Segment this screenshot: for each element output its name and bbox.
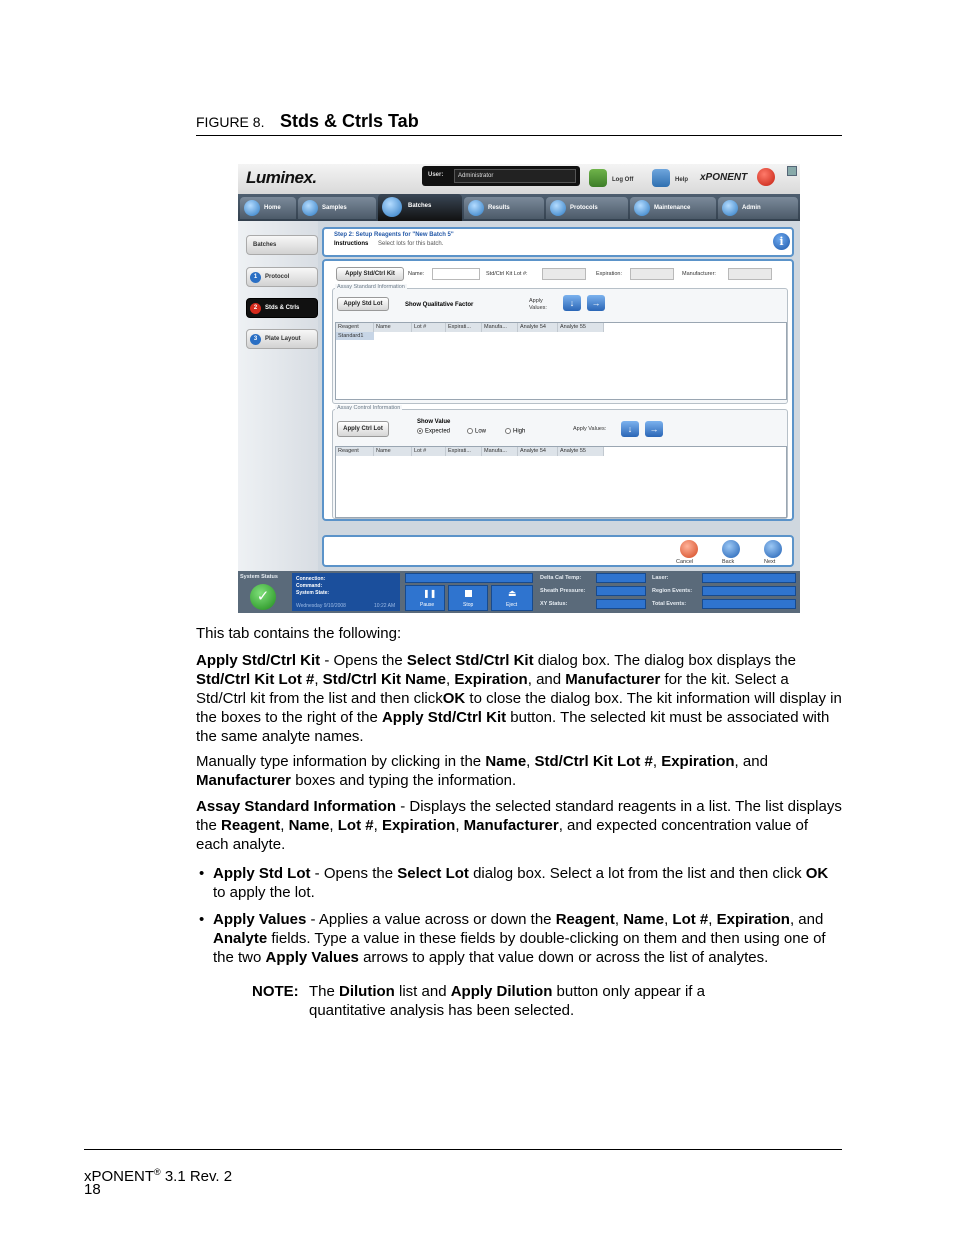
tab-maintenance[interactable]: Maintenance [630, 197, 716, 219]
laser-value [702, 573, 796, 583]
check-icon: ✓ [250, 584, 276, 610]
apply-values-label-b: Values: [529, 305, 547, 311]
expiration-field[interactable] [630, 268, 674, 280]
batches-icon [382, 197, 402, 217]
stop-icon [465, 590, 472, 597]
logoff-icon[interactable] [589, 169, 607, 187]
bullet-text: Apply Std Lot - Opens the Select Lot dialog box. Select a lot from the list and then click OK to apply the lot. [213, 865, 829, 901]
instructions-text: Select lots for this batch. [378, 241, 444, 247]
home-icon [244, 200, 260, 216]
apply-right-arrow-icon[interactable]: → [587, 295, 605, 311]
figure-caption [196, 111, 842, 136]
main-nav [238, 194, 800, 221]
control-grid-header: Reagent Name Lot # Expirati... Manufa... Analyte 54 Analyte 55 [336, 447, 604, 456]
total-events-label: Total Events: [652, 601, 687, 607]
xy-status-label: XY Status: [540, 601, 568, 607]
note-block [252, 982, 842, 1022]
apply-values-label: Apply Values: [573, 426, 607, 432]
kit-lot-label: Std/Ctrl Kit Lot #: [486, 271, 528, 277]
assay-standard-group [332, 284, 788, 404]
control-grid[interactable] [335, 446, 787, 518]
apply-ctrl-lot-button[interactable]: Apply Ctrl Lot [337, 421, 389, 437]
step-title: Step 2: Setup Reagents for "New Batch 5" [334, 232, 454, 238]
page-number: 18 [84, 1181, 101, 1198]
maintenance-icon [634, 200, 650, 216]
sidebar-batches[interactable]: Batches [246, 235, 318, 255]
figure-number: FIGURE 8. [196, 114, 265, 130]
region-events-label: Region Events: [652, 588, 693, 594]
expiration-label: Expiration: [596, 271, 622, 277]
std-group-title: Assay Standard Information [337, 284, 405, 290]
xponent-logo: xPONENT [700, 172, 748, 183]
help-icon[interactable] [652, 169, 670, 187]
name-field[interactable] [432, 268, 480, 280]
tab-samples[interactable]: Samples [298, 197, 376, 219]
eject-icon: ⏏ [508, 588, 517, 598]
show-value-label: Show Value [417, 419, 451, 425]
user-box [422, 166, 580, 186]
user-value: Administrator [454, 169, 576, 183]
radio-low-icon [467, 428, 473, 434]
step-header [322, 227, 794, 257]
minimize-button[interactable] [787, 166, 797, 176]
radio-expected-icon [417, 428, 423, 434]
pause-icon: ❚❚ [423, 589, 437, 598]
total-events-value [702, 599, 796, 609]
tab-admin[interactable]: Admin [718, 197, 798, 219]
apply-values-label-a: Apply [529, 298, 543, 304]
main-area [318, 221, 800, 571]
eject-button[interactable]: Eject ⏏ [491, 585, 533, 611]
user-label: User: [428, 172, 444, 178]
table-row[interactable]: Standard1 [336, 332, 374, 340]
bullet-marker: • [199, 911, 205, 928]
standard-grid[interactable] [335, 322, 787, 400]
assay-control-group [332, 405, 788, 519]
apply-kit-paragraph: Apply Std/Ctrl Kit - Opens the Select Std/Ctrl Kit dialog box. The dialog box displays the Std/Ctrl Kit Lot #, Std/Ctrl Kit Name, Expiration, and Manufacturer for the kit. Select a Std/Ctrl kit from the list and then clickOK to close the dialog box. The kit information will display in the boxes to the right of the Apply Std/Ctrl Kit button. The selected kit must be associated with the same analyte names. [196, 652, 842, 745]
results-icon [468, 200, 484, 216]
pause-button[interactable]: Pause ❚❚ [405, 585, 445, 611]
admin-icon [722, 200, 738, 216]
status-bar [238, 571, 800, 613]
apply-down-arrow-icon[interactable]: ↓ [563, 295, 581, 311]
bullet-text: Apply Values - Applies a value across or down the Reagent, Name, Lot #, Expiration, and Analyte fields. Type a value in these fields by double-clicking on them and then using one of the two Apply Values arrows to apply that value down or across the list of analytes. [213, 911, 826, 966]
title-bar [238, 164, 800, 194]
xponent-screenshot [238, 164, 800, 613]
show-qualitative-factor-label: Show Qualitative Factor [405, 302, 474, 308]
note-label: NOTE: [252, 983, 299, 1000]
sidebar [238, 221, 318, 571]
status-info: Connection: Command: System State: Wednesday 9/10/2008 10:22 AM [292, 573, 400, 611]
next-button[interactable]: Next [764, 559, 776, 565]
note-text: The Dilution list and Apply Dilution button only appear if a quantitative analysis has been selected. [309, 983, 705, 1019]
system-status-label: System Status [240, 574, 278, 580]
apply-std-ctrl-kit-button[interactable]: Apply Std/Ctrl Kit [336, 267, 404, 281]
help-button[interactable]: Help [675, 177, 689, 183]
tab-protocols[interactable]: Protocols [546, 197, 628, 219]
manufacturer-label: Manufacturer: [682, 271, 716, 277]
region-events-value [702, 586, 796, 596]
sheath-value [596, 586, 646, 596]
delta-cal-label: Delta Cal Temp: [540, 575, 582, 581]
figure-title: Stds & Ctrls Tab [280, 111, 419, 131]
radio-high[interactable]: High [505, 428, 525, 435]
back-button[interactable]: Back [722, 559, 735, 565]
radio-low[interactable]: Low [467, 428, 486, 435]
sidebar-item-plate-layout[interactable]: 3 Plate Layout [246, 329, 318, 349]
delta-cal-value [596, 573, 646, 583]
sidebar-item-stds-ctrls[interactable]: 2 Stds & Ctrls [246, 298, 318, 318]
footer-product: xPONENT® 3.1 Rev. 2 [84, 1167, 233, 1185]
assay-standard-paragraph: Assay Standard Information - Displays the selected standard reagents in a list. The list displays the Reagent, Name, Lot #, Expiration, Manufacturer, and expected concentration value of each analyte. [196, 798, 842, 853]
apply-std-lot-button[interactable]: Apply Std Lot [337, 297, 389, 311]
instructions-label: Instructions [334, 241, 369, 247]
manufacturer-field[interactable] [728, 268, 772, 280]
bullet-apply-values [196, 910, 842, 970]
name-label: Name: [408, 271, 425, 277]
tab-batches[interactable]: Batches [378, 194, 462, 221]
wizard-footer [322, 535, 794, 567]
footer-rule [84, 1149, 842, 1150]
ctrl-group-title: Assay Control Information [337, 405, 401, 411]
ctrl-apply-right-arrow-icon[interactable]: → [645, 421, 663, 437]
ctrl-apply-down-arrow-icon[interactable]: ↓ [621, 421, 639, 437]
intro-paragraph: This tab contains the following: [196, 625, 402, 642]
luminex-logo: Luminex. [246, 168, 317, 187]
bullet-marker: • [199, 865, 205, 882]
radio-high-icon [505, 428, 511, 434]
logoff-button[interactable]: Log Off [612, 177, 634, 183]
manual-entry-paragraph: Manually type information by clicking in the Name, Std/Ctrl Kit Lot #, Expiration, and Manufacturer boxes and typing the information. [196, 753, 768, 789]
samples-icon [302, 200, 318, 216]
standard-grid-header: Reagent Name Lot # Expirati... Manufa... Analyte 54 Analyte 55 [336, 323, 604, 332]
progress-bar [405, 573, 533, 583]
tab-home[interactable]: Home [240, 197, 296, 219]
stop-button[interactable]: Stop [448, 585, 488, 611]
cancel-button[interactable]: Cancel [676, 559, 694, 565]
radio-expected[interactable]: Expected [417, 428, 450, 435]
sidebar-item-protocol[interactable]: 1 Protocol [246, 267, 318, 287]
xy-status-value [596, 599, 646, 609]
reagent-panel [322, 259, 794, 521]
protocols-icon [550, 200, 566, 216]
sheath-label: Sheath Pressure: [540, 588, 586, 594]
tab-results[interactable]: Results [464, 197, 544, 219]
status-light-icon [757, 168, 775, 186]
back-icon[interactable] [722, 540, 740, 558]
info-icon[interactable]: i [773, 233, 790, 250]
bullet-apply-std-lot [196, 864, 842, 904]
next-icon[interactable] [764, 540, 782, 558]
laser-label: Laser: [652, 575, 669, 581]
kit-lot-field[interactable] [542, 268, 586, 280]
cancel-icon[interactable] [680, 540, 698, 558]
